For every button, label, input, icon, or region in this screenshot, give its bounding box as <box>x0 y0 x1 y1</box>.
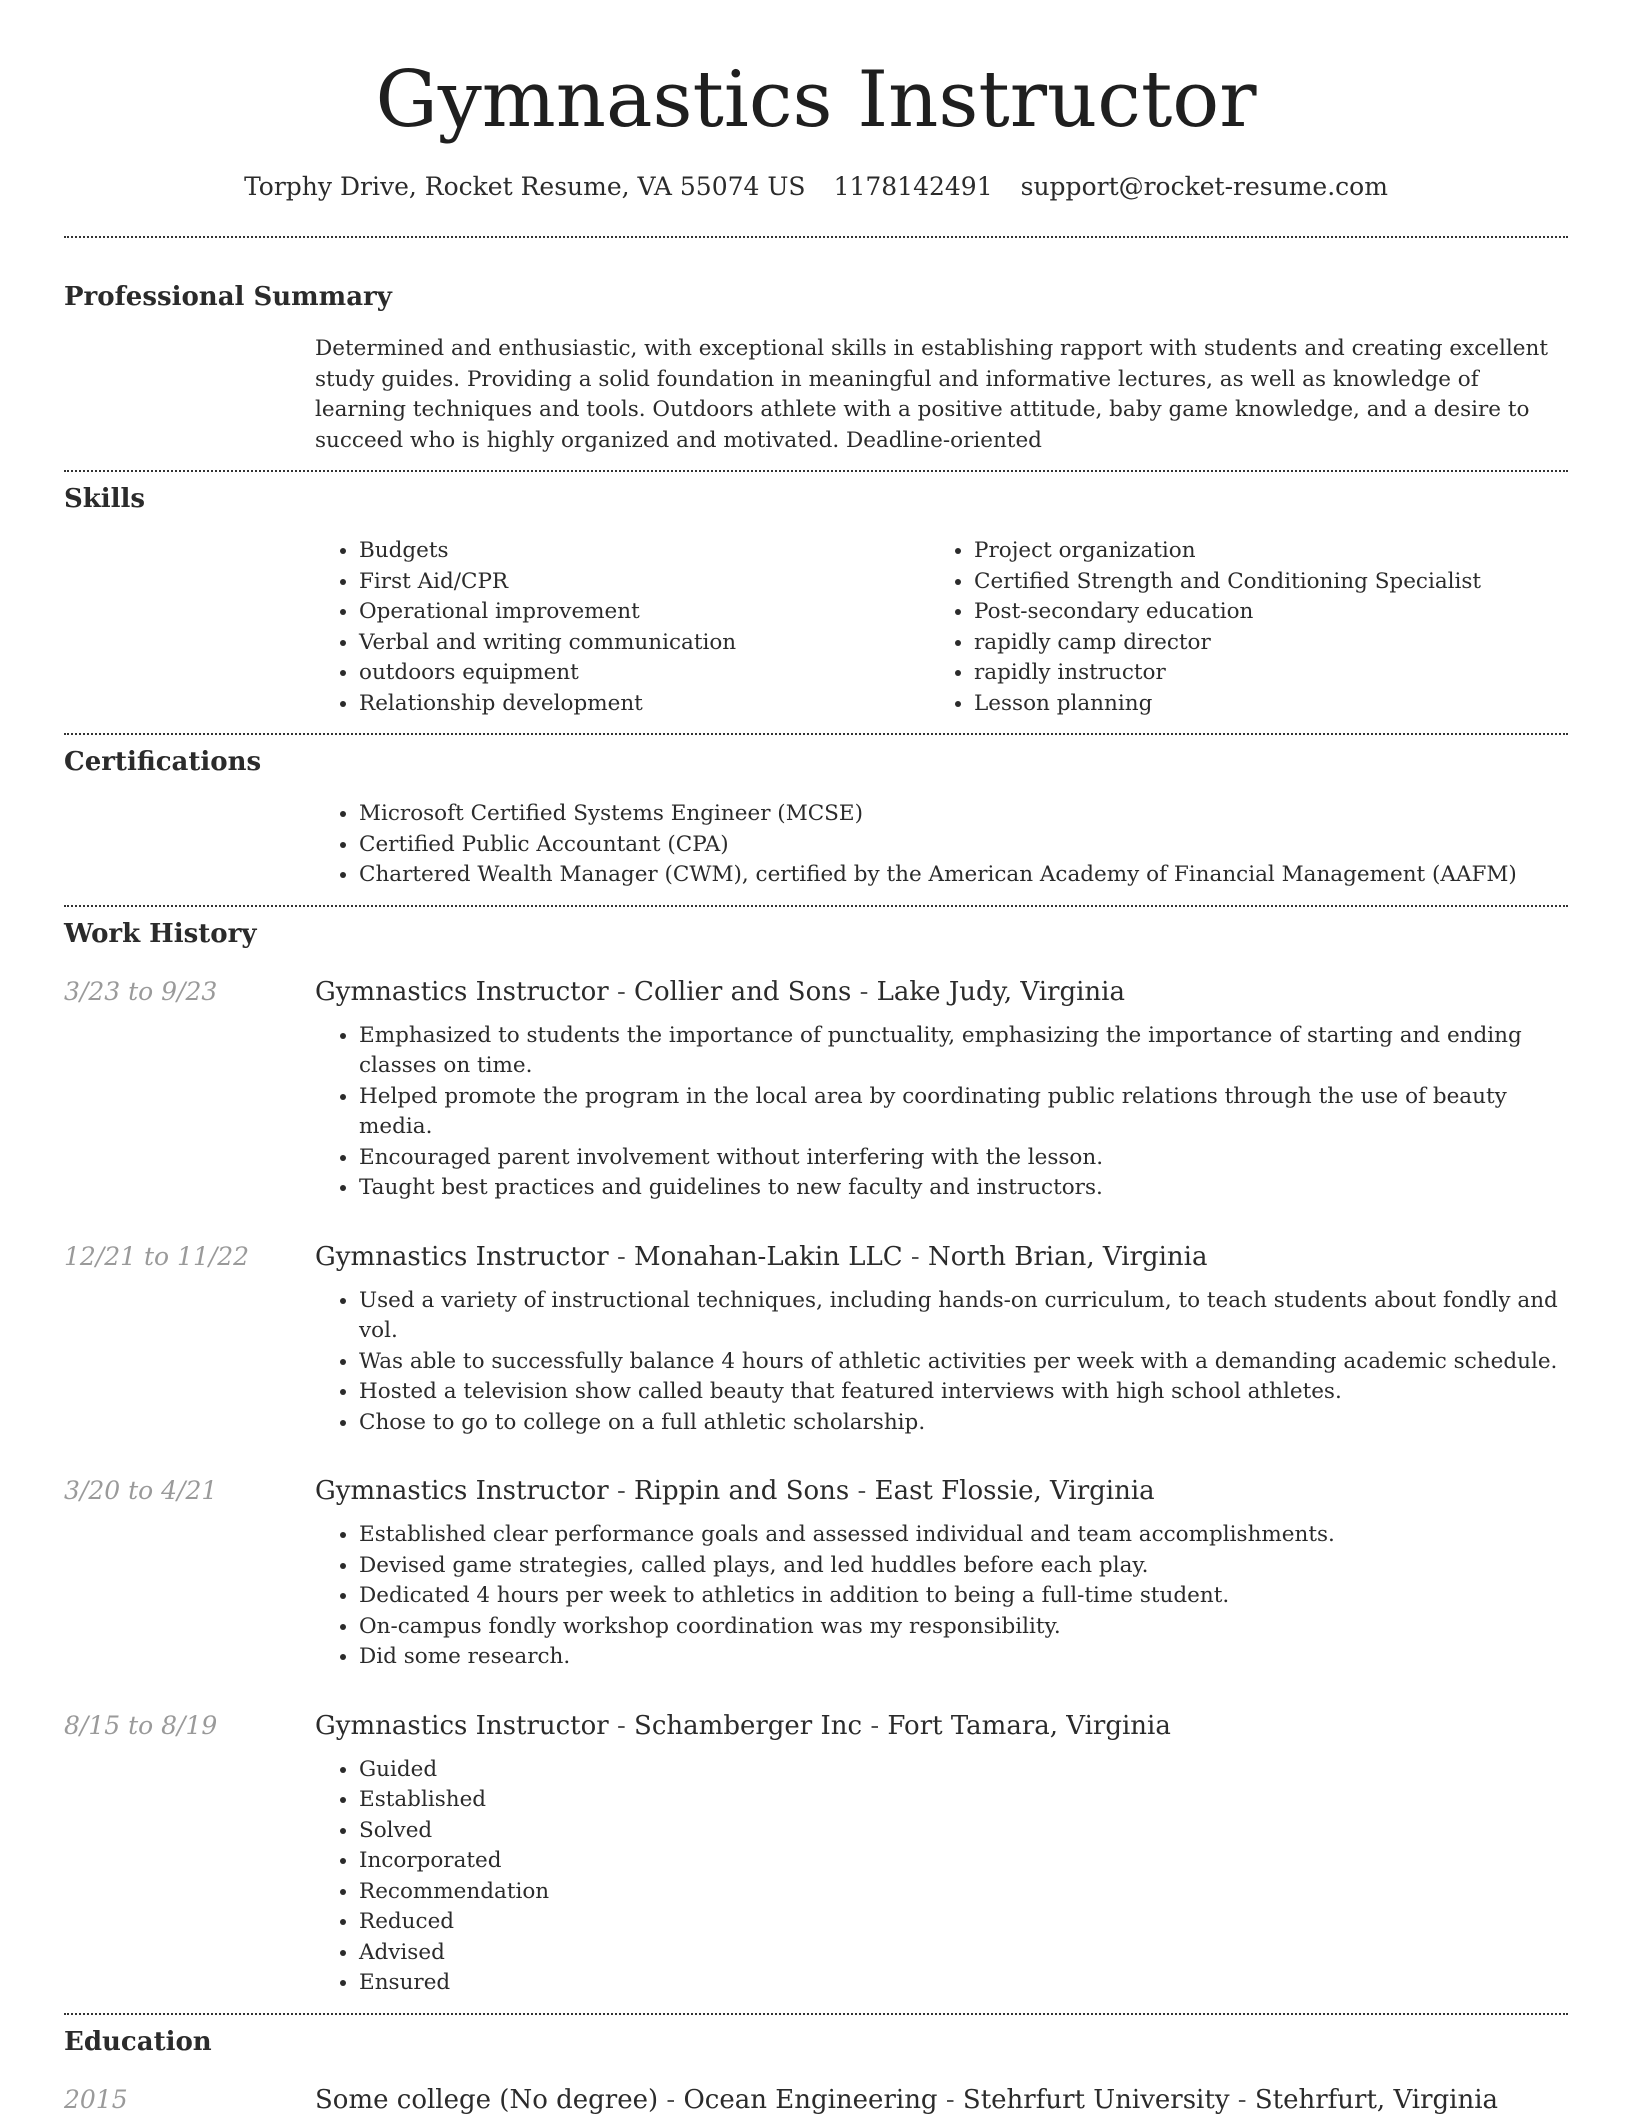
job-company: Monahan-Lakin LLC <box>634 1241 903 1272</box>
divider <box>64 2013 1568 2015</box>
job-bullet: • Reduced <box>359 1907 1568 1938</box>
summary-section <box>64 280 1568 456</box>
education-location: Stehrfurt, Virginia <box>1254 2084 1499 2115</box>
job-company: Rippin and Sons <box>634 1476 850 1506</box>
job-bullet: • Helped promote the program in the local area by coordinating public relations through the use of beauty media. <box>359 1082 1568 1143</box>
job-position: Gymnastics Instructor <box>315 1241 609 1272</box>
skill-item: • Lesson planning <box>974 689 1545 720</box>
job-location: East Flossie, Virginia <box>874 1476 1155 1506</box>
skills-column-left <box>315 536 930 719</box>
education-field: Ocean Engineering <box>683 2084 938 2115</box>
skills-grid <box>315 536 1568 719</box>
section-title-certifications: Certifications <box>64 747 262 777</box>
work-section <box>64 917 1568 1999</box>
divider <box>64 733 1568 735</box>
candidate-name: Gymnastics Instructor <box>375 55 1257 145</box>
job-bullet: • Ensured <box>359 1968 1568 1999</box>
job-date: 3/20 to 4/21 <box>64 1476 218 1505</box>
skill-item: • Post-secondary education <box>974 597 1545 628</box>
job-bullet: • Used a variety of instructional techniques, including hands-on curriculum, to teach students about fondly and vol. <box>359 1286 1568 1347</box>
education-heading: Some college (No degree) - Ocean Engineering - Stehrfurt University - Stehrfurt, Virginia <box>315 2084 1499 2115</box>
section-title-education: Education <box>64 2026 212 2057</box>
divider <box>64 905 1568 907</box>
job-heading: Gymnastics Instructor - Rippin and Sons - East Flossie, Virginia <box>315 1476 1155 1506</box>
certifications-section <box>64 745 1568 891</box>
job-bullet: • Encouraged parent involvement without interfering with the lesson. <box>359 1143 1568 1174</box>
certification-item: • Certified Public Accountant (CPA) <box>359 830 1568 861</box>
summary-text: Determined and enthusiastic, with exceptional skills in establishing rapport with students and creating excellent study guides. Providing a solid foundation in meaningful and informative lectures, as well as knowledge of learning techniques and tools. Outdoors athlete with a positive attitude, baby game knowledge, and a desire to succeed who is highly organized and motivated. Deadline-oriented <box>315 336 1548 453</box>
job-company: Collier and Sons <box>634 976 852 1007</box>
education-date: 2015 <box>64 2084 128 2114</box>
job-heading: Gymnastics Instructor - Schamberger Inc - Fort Tamara, Virginia <box>315 1710 1171 1741</box>
education-degree: Some college (No degree) <box>315 2084 659 2115</box>
job-entry <box>64 1709 1568 1999</box>
job-bullet: • Was able to successfully balance 4 hours of athletic activities per week with a demanding academic schedule. <box>359 1347 1568 1378</box>
certification-item: • Chartered Wealth Manager (CWM), certified by the American Academy of Financial Management (AAFM) <box>359 860 1568 891</box>
job-bullet: • Hosted a television show called beauty that featured interviews with high school athletes. <box>359 1377 1568 1408</box>
section-title-work: Work History <box>64 918 257 949</box>
job-entry <box>64 975 1568 1204</box>
certifications-list <box>315 799 1568 891</box>
job-bullets <box>315 1755 1568 1999</box>
job-location: Fort Tamara, Virginia <box>887 1710 1171 1741</box>
job-bullets <box>315 1286 1568 1439</box>
education-section <box>64 2025 1568 2117</box>
job-bullet: • Did some research. <box>359 1642 1568 1673</box>
divider <box>64 236 1568 238</box>
job-date: 8/15 to 8/19 <box>64 1710 218 1740</box>
job-bullet: • Guided <box>359 1755 1568 1786</box>
job-bullet: • Recommendation <box>359 1877 1568 1908</box>
skills-section <box>64 482 1568 719</box>
job-bullet: • Dedicated 4 hours per week to athletics in addition to being a full-time student. <box>359 1581 1568 1612</box>
job-bullet: • On-campus fondly workshop coordination was my responsibility. <box>359 1612 1568 1643</box>
skill-item: • rapidly camp director <box>974 628 1545 659</box>
section-title-skills: Skills <box>64 484 146 514</box>
skills-column-right <box>930 536 1545 719</box>
skill-item: • rapidly instructor <box>974 658 1545 689</box>
skill-item: • Operational improvement <box>359 597 930 628</box>
skill-item: • Relationship development <box>359 689 930 720</box>
skill-item: • outdoors equipment <box>359 658 930 689</box>
job-bullet: • Established clear performance goals and assessed individual and team accomplishments. <box>359 1520 1568 1551</box>
job-position: Gymnastics Instructor <box>315 1710 609 1741</box>
contact-address: Torphy Drive, Rocket Resume, VA 55074 US <box>244 172 806 201</box>
skill-item: • Certified Strength and Conditioning Specialist <box>974 567 1545 598</box>
contact-phone: 1178142491 <box>833 172 993 201</box>
skill-item: • Budgets <box>359 536 930 567</box>
skill-item: • Verbal and writing communication <box>359 628 930 659</box>
education-school: Stehrfurt University <box>962 2084 1230 2115</box>
resume-header <box>64 0 1568 204</box>
job-entry <box>64 1474 1568 1673</box>
divider <box>64 470 1568 472</box>
job-bullet: • Devised game strategies, called plays, and led huddles before each play. <box>359 1551 1568 1582</box>
resume-page <box>64 0 1568 2117</box>
skill-item: • Project organization <box>974 536 1545 567</box>
job-location: Lake Judy, Virginia <box>876 976 1125 1007</box>
contact-email: support@rocket-resume.com <box>1020 172 1388 201</box>
certification-item: • Microsoft Certified Systems Engineer (MCSE) <box>359 799 1568 830</box>
job-bullet: • Taught best practices and guidelines to new faculty and instructors. <box>359 1173 1568 1204</box>
job-heading: Gymnastics Instructor - Collier and Sons - Lake Judy, Virginia <box>315 976 1125 1007</box>
job-position: Gymnastics Instructor <box>315 976 609 1007</box>
education-entry <box>64 2083 1568 2117</box>
contact-line <box>64 170 1568 204</box>
job-date: 3/23 to 9/23 <box>64 976 218 1006</box>
job-location: North Brian, Virginia <box>927 1241 1208 1272</box>
job-position: Gymnastics Instructor <box>315 1476 609 1506</box>
job-heading: Gymnastics Instructor - Monahan-Lakin LLC - North Brian, Virginia <box>315 1241 1208 1272</box>
job-bullet: • Chose to go to college on a full athletic scholarship. <box>359 1408 1568 1439</box>
skill-item: • First Aid/CPR <box>359 567 930 598</box>
job-bullet: • Incorporated <box>359 1846 1568 1877</box>
job-bullet: • Solved <box>359 1816 1568 1847</box>
job-entry <box>64 1240 1568 1439</box>
job-date: 12/21 to 11/22 <box>64 1241 250 1271</box>
job-bullet: • Established <box>359 1785 1568 1816</box>
job-bullets <box>315 1021 1568 1204</box>
job-bullet: • Emphasized to students the importance of punctuality, emphasizing the importance of starting and ending classes on time. <box>359 1021 1568 1082</box>
job-bullets <box>315 1520 1568 1673</box>
job-company: Schamberger Inc <box>634 1710 863 1741</box>
job-bullet: • Advised <box>359 1938 1568 1969</box>
section-title-summary: Professional Summary <box>64 282 392 312</box>
